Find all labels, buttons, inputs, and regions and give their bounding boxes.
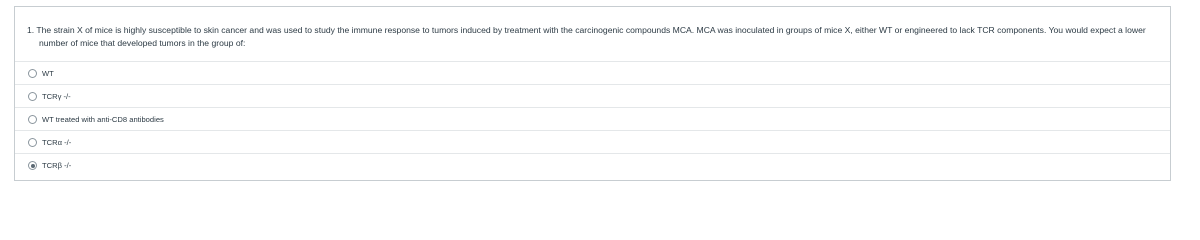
answer-label: TCRβ -/-	[42, 160, 72, 170]
answer-label: TCRα -/-	[42, 137, 72, 147]
answer-option-tcr-alpha-knockout[interactable]	[15, 130, 1170, 153]
answer-option-wt-anti-cd8[interactable]	[15, 107, 1170, 130]
answer-label: WT treated with anti-CD8 antibodies	[42, 114, 164, 124]
radio-button-tcr-alpha-knockout[interactable]	[28, 138, 37, 147]
radio-button-tcr-beta-knockout[interactable]	[28, 161, 37, 170]
question-text-line-1: 1. The strain X of mice is highly susceptible to skin cancer and was used to study the immune response to tumors induced by treatment with the carcinogenic compounds MCA. MCA was inoculated in groups of mice X, either WT or engineered to lack TCR components. You would expect a lower	[27, 25, 1146, 35]
answer-option-tcr-beta-knockout[interactable]	[15, 153, 1170, 176]
answer-option-tcr-gamma-knockout[interactable]	[15, 84, 1170, 107]
radio-button-wt-anti-cd8[interactable]	[28, 115, 37, 124]
question-text	[27, 24, 1167, 50]
answer-label: WT	[42, 68, 54, 78]
radio-button-tcr-gamma-knockout[interactable]	[28, 92, 37, 101]
answer-option-wt[interactable]	[15, 61, 1170, 84]
answer-list	[15, 61, 1170, 176]
answer-label: TCRγ -/-	[42, 91, 71, 101]
question-text-line-2: number of mice that developed tumors in the group of:	[39, 38, 246, 48]
question-card	[14, 6, 1171, 181]
radio-button-wt[interactable]	[28, 69, 37, 78]
